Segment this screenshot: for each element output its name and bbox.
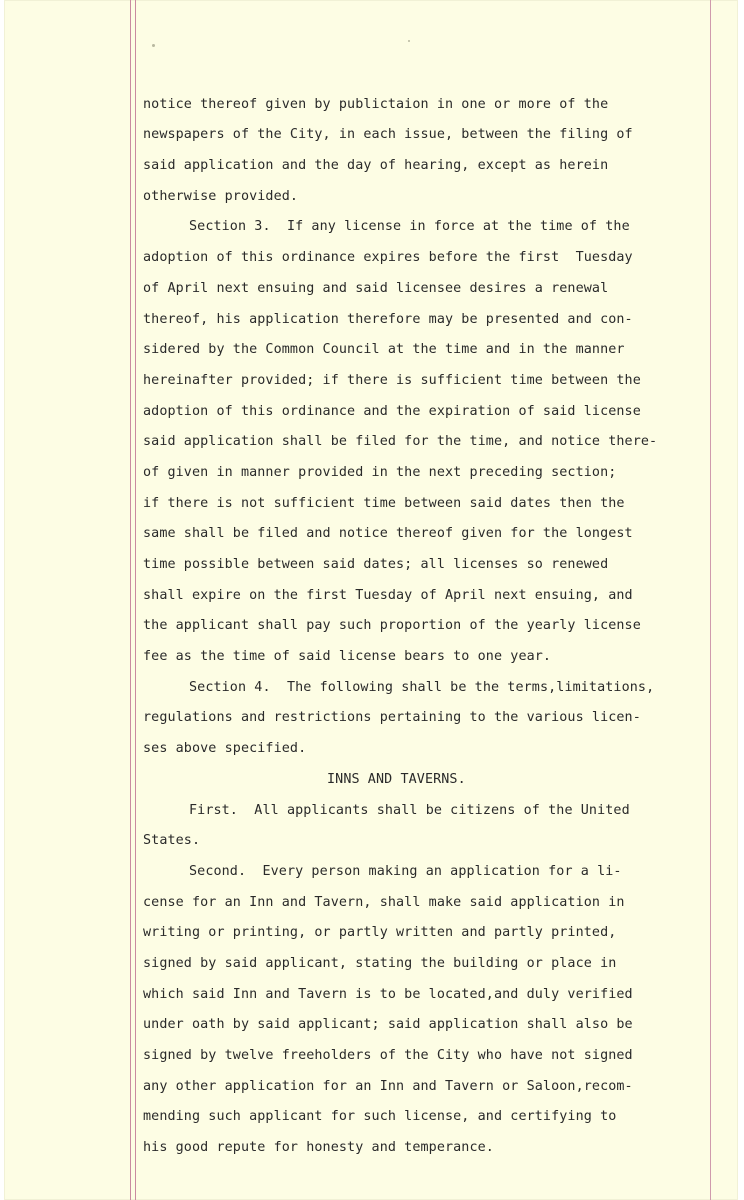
typed-text-body	[143, 90, 709, 1164]
second-clause-line: Second. Every person making an application for a li-	[189, 863, 622, 879]
left-margin-rule	[130, 0, 131, 1200]
first-clause-line: First. All applicants shall be citizens of the United	[189, 802, 630, 818]
text-line: notice thereof given by publictaion in one or more of the	[143, 97, 609, 112]
text-line: signed by twelve freeholders of the City who have not signed	[143, 1048, 633, 1064]
text-line: said application and the day of hearing, except as herein	[143, 158, 609, 174]
text-line: under oath by said applicant; said application shall also be	[143, 1017, 633, 1033]
document-page	[4, 0, 738, 1200]
text-line: any other application for an Inn and Tavern or Saloon,recom-	[143, 1078, 633, 1094]
text-line: shall expire on the first Tuesday of April next ensuing, and	[143, 587, 633, 603]
paper-speck	[152, 44, 155, 47]
text-line: writing or printing, or partly written and partly printed,	[143, 925, 617, 941]
text-line: States.	[143, 833, 201, 849]
text-line: adoption of this ordinance expires before the first Tuesday	[143, 250, 633, 266]
text-line: sidered by the Common Council at the time and in the manner	[143, 342, 625, 358]
section-4-heading-line: Section 4. The following shall be the terms,limitations,	[189, 679, 655, 695]
text-line: cense for an Inn and Tavern, shall make said application in	[143, 894, 625, 910]
text-line: time possible between said dates; all licenses so renewed	[143, 557, 609, 573]
text-line: same shall be filed and notice thereof given for the longest	[143, 526, 633, 542]
text-line: newspapers of the City, in each issue, between the filing of	[143, 127, 633, 143]
text-line: hereinafter provided; if there is sufficient time between the	[143, 372, 641, 388]
text-line: ses above specified.	[143, 741, 307, 757]
text-line: his good repute for honesty and temperance.	[143, 1140, 494, 1156]
text-line: of given in manner provided in the next preceding section;	[143, 464, 617, 480]
text-line: which said Inn and Tavern is to be located,and duly verified	[143, 986, 633, 1002]
text-line: the applicant shall pay such proportion of the yearly license	[143, 618, 641, 634]
text-line: if there is not sufficient time between said dates then the	[143, 495, 625, 511]
paper-speck	[408, 40, 410, 42]
text-line: signed by said applicant, stating the building or place in	[143, 955, 617, 971]
text-line: otherwise provided.	[143, 188, 299, 204]
text-line: adoption of this ordinance and the expiration of said license	[143, 403, 641, 419]
text-line: said application shall be filed for the time, and notice there-	[143, 434, 658, 450]
left-margin-rule-inner	[135, 0, 136, 1200]
right-margin-rule	[710, 0, 711, 1200]
inns-and-taverns-heading: INNS AND TAVERNS.	[327, 771, 466, 787]
text-line: fee as the time of said license bears to one year.	[143, 649, 552, 665]
text-line: of April next ensuing and said licensee desires a renewal	[143, 280, 609, 296]
text-line: mending such applicant for such license, and certifying to	[143, 1109, 617, 1125]
text-line: thereof, his application therefore may be presented and con-	[143, 311, 633, 327]
section-3-heading-line: Section 3. If any license in force at the time of the	[189, 219, 630, 235]
text-line: regulations and restrictions pertaining to the various licen-	[143, 710, 641, 726]
